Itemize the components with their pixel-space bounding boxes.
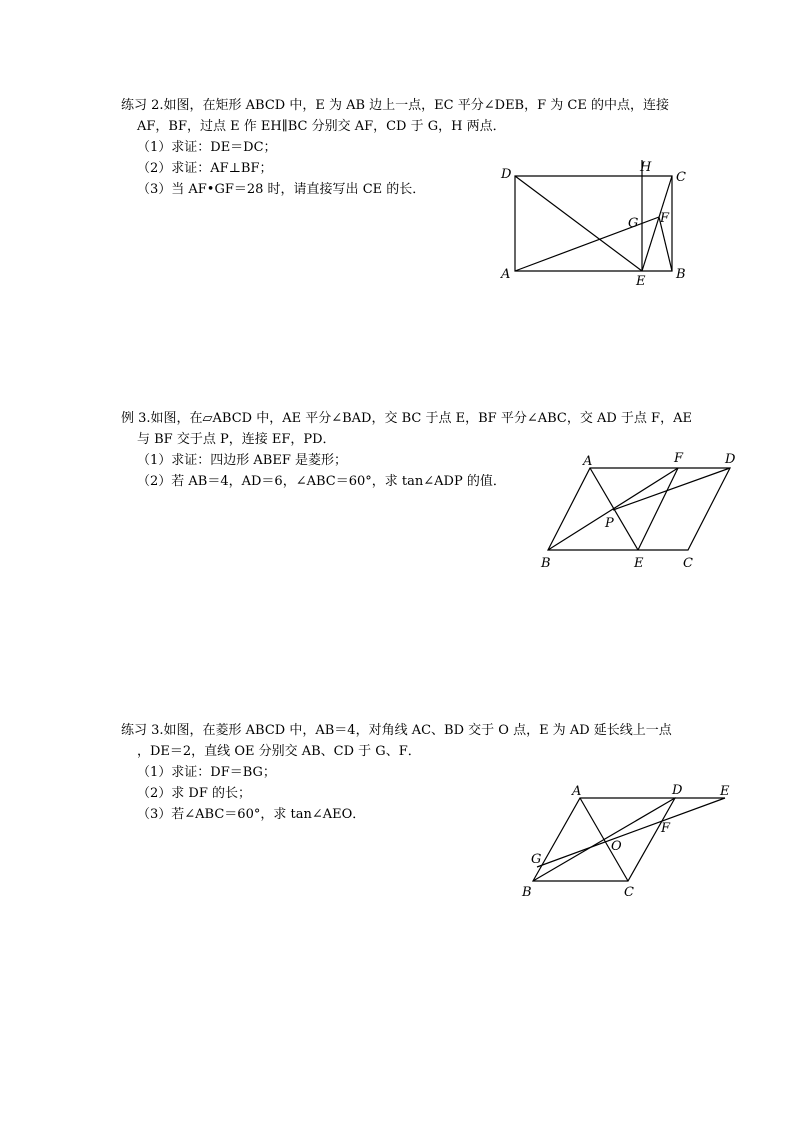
- label-c: C: [676, 170, 686, 185]
- question-3: （3）当 AF•GF＝28 时，请直接写出 CE 的长．: [137, 182, 426, 197]
- label-c: C: [683, 556, 693, 571]
- label-b: B: [522, 885, 532, 900]
- label-e: E: [634, 556, 644, 571]
- parallelogram-figure: [535, 445, 745, 575]
- label-d: D: [725, 452, 736, 467]
- label-d: D: [672, 783, 683, 798]
- label-p: P: [605, 516, 614, 531]
- label-e: E: [636, 274, 646, 289]
- question-3: （3）若∠ABC＝60°，求 tan∠AEO．: [137, 807, 366, 822]
- label-g: G: [531, 852, 542, 867]
- rectangle-figure: [495, 155, 695, 290]
- problem-text-line: ，DE＝2，直线 OE 分别交 AB、CD 于 G、F．: [137, 744, 421, 759]
- question-2: （2）若 AB＝4，AD＝6，∠ABC＝60°，求 tan∠ADP 的值．: [137, 474, 506, 489]
- label-c: C: [624, 885, 634, 900]
- label-a: A: [572, 784, 582, 799]
- question-2: （2）求证：AF⊥BF；: [137, 161, 273, 176]
- question-1: （1）求证：DE＝DC；: [137, 140, 277, 155]
- label-b: B: [676, 267, 686, 282]
- label-f: F: [660, 211, 670, 226]
- label-b: B: [541, 556, 551, 571]
- label-a: A: [583, 454, 593, 469]
- problem-text-line: AF，BF，过点 E 作 EH∥BC 分别交 AF，CD 于 G，H 两点．: [137, 119, 506, 134]
- question-1: （1）求证：四边形 ABEF 是菱形；: [137, 453, 347, 468]
- label-f: F: [674, 451, 684, 466]
- problem-text-line: 练习 3.如图，在菱形 ABCD 中，AB＝4，对角线 AC、BD 交于 O 点，E 为 AD 延长线上一点: [121, 723, 672, 738]
- label-a: A: [501, 267, 511, 282]
- diagonal-bd: [533, 798, 675, 881]
- line-oe: [537, 798, 725, 867]
- parallelogram-abcd: [548, 468, 730, 550]
- label-g: G: [628, 216, 639, 231]
- question-1: （1）求证：DF＝BG；: [137, 765, 276, 780]
- label-h: H: [640, 160, 652, 175]
- question-2: （2）求 DF 的长；: [137, 786, 251, 801]
- label-d: D: [501, 167, 512, 182]
- problem-text-line: 与 BF 交于点 P，连接 EF，PD．: [137, 432, 336, 447]
- segment-pd: [613, 468, 730, 510]
- problem-text-line: 练习 2.如图，在矩形 ABCD 中，E 为 AB 边上一点，EC 平分∠DEB，F 为 CE 的中点，连接: [121, 98, 669, 113]
- rhombus-figure: [515, 775, 740, 905]
- label-o: O: [611, 839, 622, 854]
- segment-de: [515, 176, 642, 271]
- rectangle-abcd: [515, 176, 672, 271]
- label-e: E: [720, 784, 730, 799]
- problem-text-line: 例 3.如图，在▱ABCD 中，AE 平分∠BAD，交 BC 于点 E，BF 平分∠ABC，交 AD 于点 F，AE: [121, 411, 692, 426]
- label-f: F: [661, 821, 671, 836]
